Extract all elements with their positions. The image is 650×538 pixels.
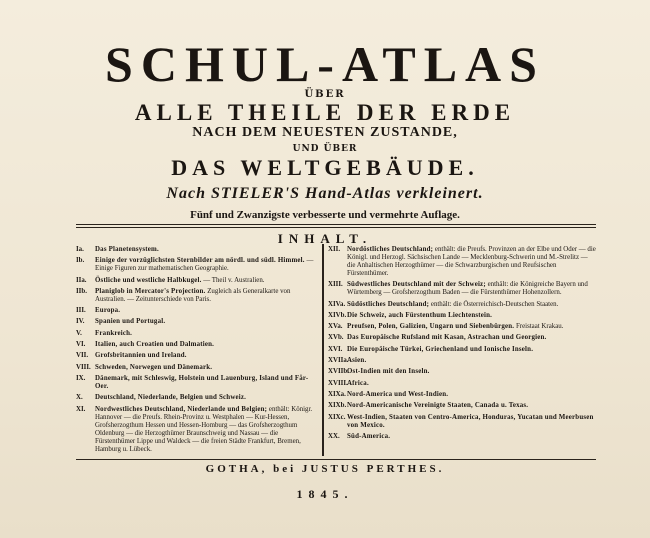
entry-text xyxy=(95,257,318,273)
entry-number: XVIIb. xyxy=(328,368,349,376)
contents-entry xyxy=(76,364,318,372)
entry-number: XVIIa. xyxy=(328,357,349,365)
entry-number: XIVa. xyxy=(328,300,346,308)
entry-text xyxy=(347,391,596,399)
entry-text xyxy=(347,368,596,376)
entry-number: XII. xyxy=(328,246,341,253)
contents-entry xyxy=(76,318,318,326)
contents-entry xyxy=(328,380,596,388)
subject-line-2: NACH DEM NEUESTEN ZUSTANDE, xyxy=(192,125,458,140)
entry-label: Nord-Americanische Vereinigte Staaten, Canada u. Texas. xyxy=(347,402,529,410)
contents-entry xyxy=(328,246,596,278)
entry-text xyxy=(347,433,596,441)
entry-detail: Zugleich als Generalkarte von Australien. — Zeitunterschiede von Paris. xyxy=(95,287,291,303)
entry-label: Dänemark, mit Schleswig, Holstein und Lauenburg, Island und Får-Oer. xyxy=(95,374,309,390)
entry-label: Östliche und westliche Halbkugel. xyxy=(95,276,202,284)
contents-entry xyxy=(76,330,318,338)
entry-label: Deutschland, Niederlande, Belgien und Schweiz. xyxy=(95,394,247,402)
entry-label: West-Indien, Staaten von Centro-America, Honduras, Yucatan und Meerbusen von Mexico. xyxy=(347,413,594,429)
entry-label: Das Planetensystem. xyxy=(95,246,159,253)
contents-entry xyxy=(328,357,596,365)
entry-label: Schweden, Norwegen und Dänemark. xyxy=(95,363,213,371)
entry-number: XIXb. xyxy=(328,402,347,410)
contents-entry xyxy=(76,341,318,349)
entry-text xyxy=(95,394,318,402)
entry-label: Spanien und Portugal. xyxy=(95,318,166,326)
entry-number: IIa. xyxy=(76,276,87,284)
publication-year: 1845. xyxy=(296,487,354,501)
entry-label: Einige der vorzüglichsten Sternbilder am nördl. und südl. Himmel. xyxy=(95,257,305,265)
entry-label: Südwestliches Deutschland mit der Schweiz; xyxy=(347,281,486,289)
edition-note: Fünf und Zwanzigste verbesserte und vermehrte Auflage. xyxy=(190,209,460,221)
top-rule-thin xyxy=(76,227,596,228)
entry-label: Africa. xyxy=(347,379,369,387)
entry-text xyxy=(95,364,318,372)
contents-left-column xyxy=(76,246,318,457)
column-divider xyxy=(322,244,324,456)
contents-entry xyxy=(76,375,318,391)
entry-text xyxy=(347,312,596,320)
entry-label: Asien. xyxy=(347,357,367,365)
contents-entry xyxy=(328,346,596,354)
atlas-title: SCHUL-ATLAS xyxy=(105,36,545,92)
entry-text xyxy=(95,246,318,254)
entry-label: Südöstliches Deutschland; xyxy=(347,300,430,308)
entry-text xyxy=(95,288,318,304)
contents-entry xyxy=(76,288,318,304)
entry-number: XI. xyxy=(76,405,86,413)
contents-entry xyxy=(328,334,596,342)
entry-detail: enthält: Königr. Hannover — die Preufs. Rhein-Provinz u. Westphalen — Kur-Hessen, Grofsherzogthum Hessen und Hessen-Homburg — das Grofsherzogthum Oldenburg — die Herzogthümer Braunschweig und Nassau — die Fürstenthümer Lippe und Waldeck — die freien Städte Frankfurt, Bremen, Hamburg u. Lübeck. xyxy=(95,405,313,453)
entry-number: III. xyxy=(76,307,86,315)
publisher-line: GOTHA, bei JUSTUS PERTHES. xyxy=(205,463,445,475)
contents-entry xyxy=(328,312,596,320)
entry-number: IIb. xyxy=(76,287,87,295)
entry-number: VIII. xyxy=(76,363,91,371)
entry-detail: — Einige Figuren zur mathematischen Geographie. xyxy=(95,257,314,273)
bottom-rule xyxy=(76,459,596,460)
subject-line-1: ALLE THEILE DER ERDE xyxy=(134,100,516,125)
entry-text xyxy=(95,406,318,454)
entry-text xyxy=(347,380,596,388)
entry-label: Die Europäische Türkei, Griechenland und Ionische Inseln. xyxy=(347,345,534,353)
entry-detail: Freistaat Krakau. xyxy=(515,323,564,331)
entry-text xyxy=(95,330,318,338)
entry-number: XIII. xyxy=(328,281,343,289)
entry-number: V. xyxy=(76,329,82,337)
contents-heading: INHALT. xyxy=(277,231,373,246)
entry-number: XVb. xyxy=(328,334,344,342)
entry-number: IV. xyxy=(76,318,85,326)
entry-text xyxy=(347,346,596,354)
uber-2: UND ÜBER xyxy=(292,144,358,154)
entry-detail: enthält: die Österreichisch-Deutschen Staaten. xyxy=(430,300,559,308)
entry-label: Europa. xyxy=(95,307,121,315)
contents-entry xyxy=(328,323,596,331)
entry-text xyxy=(95,352,318,360)
entry-detail: enthält: die Königreiche Bayern und Würtemberg — Grofsherzogthum Baden — die Fürstenthümer Hohenzollern. xyxy=(347,281,588,297)
entry-label: Planiglob in Mercator's Projection. xyxy=(95,287,206,295)
entry-number: XVIII. xyxy=(328,379,348,387)
entry-label: Nordwestliches Deutschland, Niederlande und Belgien; xyxy=(95,405,268,413)
contents-entry xyxy=(328,414,596,430)
entry-text xyxy=(95,277,318,285)
contents-entry xyxy=(76,352,318,360)
entry-label: Das Europäische Rufsland mit Kasan, Astrachan und Georgien. xyxy=(347,334,547,342)
entry-text xyxy=(347,402,596,410)
entry-label: Die Schweiz, auch Fürstenthum Liechtenstein. xyxy=(347,311,493,319)
entry-label: Ost-Indien mit den Inseln. xyxy=(347,368,430,376)
entry-detail: — Theil v. Australien. xyxy=(203,276,265,284)
entry-number: XIXc. xyxy=(328,413,346,421)
entry-text xyxy=(347,323,596,331)
entry-number: XIVb. xyxy=(328,311,347,319)
subtitle: Nach STIELER'S Hand-Atlas verkleinert. xyxy=(166,185,484,202)
contents-entry xyxy=(328,281,596,297)
entry-label: Nord-America und West-Indien. xyxy=(347,390,449,398)
entry-text xyxy=(95,341,318,349)
contents-entry xyxy=(76,246,318,254)
entry-number: X. xyxy=(76,394,83,402)
contents-entry xyxy=(328,301,596,309)
entry-text xyxy=(347,357,596,365)
contents-entry xyxy=(328,402,596,410)
entry-text xyxy=(347,414,596,430)
top-rule xyxy=(76,224,596,225)
entry-text xyxy=(95,375,318,391)
contents-right-column xyxy=(328,246,596,444)
entry-label: Italien, auch Croatien und Dalmatien. xyxy=(95,341,215,349)
entry-number: VI. xyxy=(76,341,86,349)
uber-1: ÜBER xyxy=(304,89,346,100)
entry-text xyxy=(347,301,596,309)
entry-text xyxy=(95,307,318,315)
contents-entry xyxy=(328,368,596,376)
subject-line-3: DAS WELTGEBÄUDE. xyxy=(171,155,479,180)
entry-number: IX. xyxy=(76,374,86,382)
entry-number: XVI. xyxy=(328,345,343,353)
entry-label: Grofsbritannien und Ireland. xyxy=(95,352,187,360)
entry-label: Preufsen, Polen, Galizien, Ungarn und Siebenbürgen. xyxy=(347,323,515,331)
entry-number: XVa. xyxy=(328,323,343,331)
contents-entry xyxy=(76,277,318,285)
entry-label: Frankreich. xyxy=(95,329,133,337)
entry-text xyxy=(347,246,596,278)
contents-entry xyxy=(328,433,596,441)
entry-number: Ia. xyxy=(76,246,84,253)
entry-label: Nordöstliches Deutschland; xyxy=(347,246,434,253)
contents-entry xyxy=(76,307,318,315)
entry-number: XX. xyxy=(328,432,340,440)
contents-entry xyxy=(76,394,318,402)
contents-entry xyxy=(76,257,318,273)
entry-number: Ib. xyxy=(76,257,85,265)
entry-text xyxy=(347,281,596,297)
contents-entry xyxy=(76,406,318,454)
contents-entry xyxy=(328,391,596,399)
entry-number: VII. xyxy=(76,352,89,360)
entry-number: XIXa. xyxy=(328,390,346,398)
entry-detail: enthält: die Preufs. Provinzen an der Elbe und Oder — die Königl. und Herzogl. Sächsischen Lande — Mecklenburg-Schwerin und M.-Strelitz — die Anhaltischen Herzogthümer — die Schwarzburgischen und Reufsischen Fürstenthümer. xyxy=(347,246,596,277)
entry-text xyxy=(95,318,318,326)
entry-text xyxy=(347,334,596,342)
entry-label: Süd-America. xyxy=(347,432,391,440)
